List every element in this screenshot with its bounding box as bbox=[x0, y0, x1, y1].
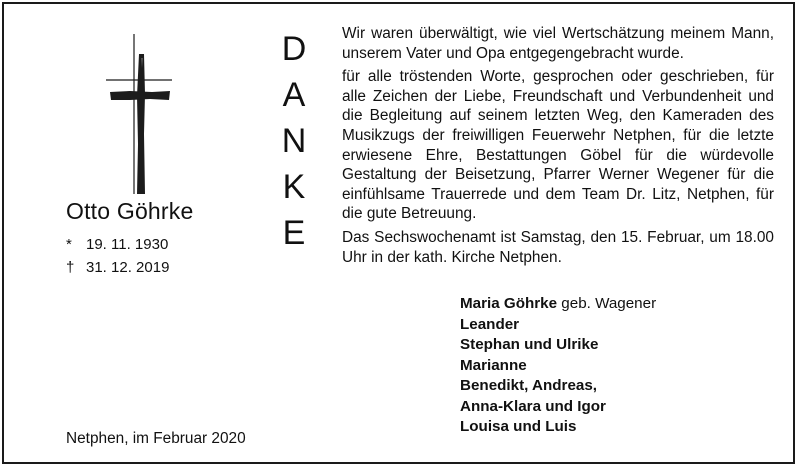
signer-name: Marianne bbox=[460, 356, 527, 374]
death-date: 31. 12. 2019 bbox=[86, 259, 170, 276]
signer-line bbox=[460, 376, 656, 397]
obituary-card bbox=[2, 2, 795, 464]
signer-line bbox=[460, 397, 656, 418]
signer-name: Leander bbox=[460, 315, 520, 333]
deceased-name: Otto Göhrke bbox=[66, 198, 194, 224]
death-symbol: † bbox=[66, 259, 75, 276]
signer-name: Maria Göhrke bbox=[460, 295, 558, 312]
signer-name: Stephan und Ulrike bbox=[460, 336, 599, 353]
cross-icon bbox=[100, 34, 172, 194]
signer-name: Anna-Klara und Igor bbox=[460, 397, 606, 415]
signer-line bbox=[460, 356, 656, 377]
heading-letter: K bbox=[282, 168, 306, 206]
signer-line bbox=[460, 315, 656, 336]
signer-maiden-name: geb. Wagener bbox=[557, 295, 657, 312]
danke-heading bbox=[274, 26, 314, 256]
message-paragraph: für alle tröstenden Worte, gesprochen oder geschrieben, für alle Zeichen der Liebe, Freundschaft und Verbundenheit und die Begleitung auf seinem letzten Weg, den Kameraden des Musikzugs der freiwilligen Feuerwehr Netphen, für die letzte erwiesene Ehre, Bestattungen Göbel für die würdevolle Gestaltung der Beisetzung, Pfarrer Werner Wegener für die einfühlsame Trauerrede und dem Team Dr. Litz, Netphen, für die gute Betreuung. bbox=[342, 68, 774, 223]
heading-letter: E bbox=[282, 214, 306, 252]
life-dates bbox=[66, 233, 169, 279]
signer-line bbox=[460, 417, 656, 438]
signer-line bbox=[460, 335, 656, 356]
heading-letter: N bbox=[281, 122, 307, 160]
heading-letter: A bbox=[282, 76, 306, 114]
birth-date: 19. 11. 1930 bbox=[86, 236, 169, 253]
death-row bbox=[66, 256, 169, 279]
message-paragraph: Wir waren überwältigt, wie viel Wertschätzung meinem Mann, unserem Vater und Opa entgegengebracht wurde. bbox=[342, 25, 774, 62]
signers-list bbox=[460, 294, 656, 438]
heading-letter: D bbox=[281, 30, 307, 68]
birth-symbol: * bbox=[66, 236, 72, 253]
signer-name: Benedikt, Andreas, bbox=[460, 377, 598, 394]
thank-you-message bbox=[342, 24, 774, 271]
birth-row bbox=[66, 233, 169, 256]
signer-line bbox=[460, 294, 656, 315]
message-paragraph: Das Sechswochenamt ist Samstag, den 15. Februar, um 18.00 Uhr in der kath. Kirche Netphen. bbox=[342, 228, 774, 266]
signer-name: Louisa und Luis bbox=[460, 418, 577, 435]
place-and-date: Netphen, im Februar 2020 bbox=[66, 430, 246, 447]
